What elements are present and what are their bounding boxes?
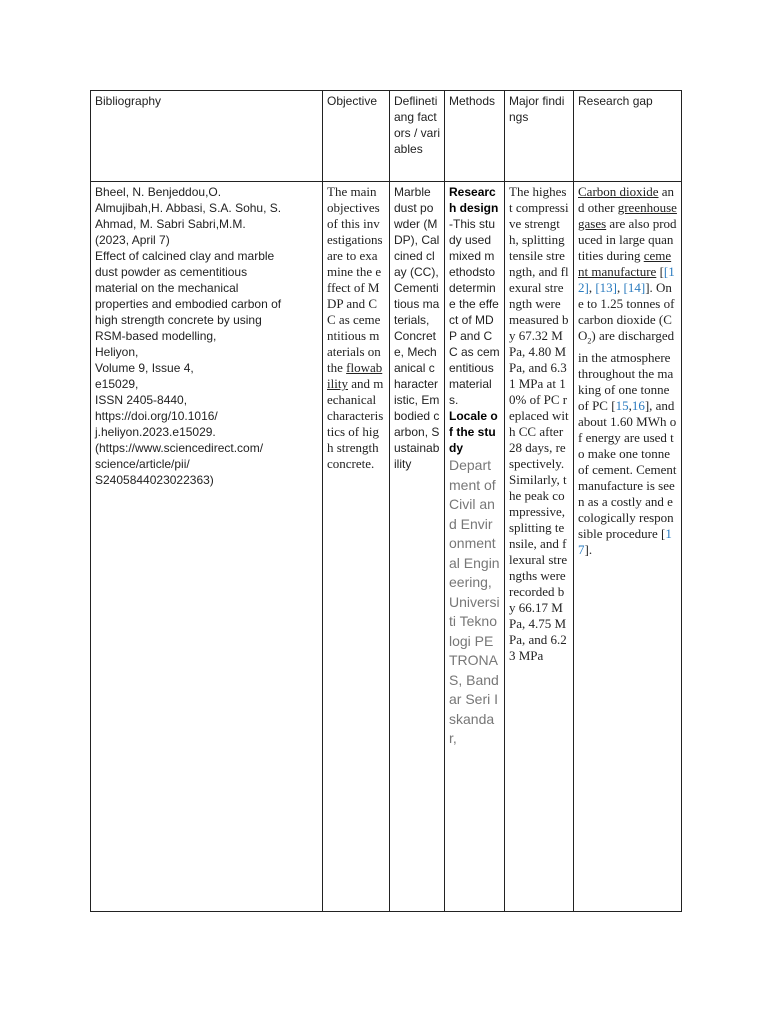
- bibliography-line: dust powder as cementitious: [95, 265, 248, 279]
- findings-cell: [505, 182, 574, 912]
- research-gap-cell: [574, 182, 682, 912]
- gap-text: ]. One to 1.25 tonnes of carbon dioxide (CO: [578, 280, 675, 343]
- citation-link[interactable]: 17: [578, 525, 672, 557]
- gap-text: are also produced in large quantities during: [578, 216, 677, 263]
- citation-link[interactable]: 16: [631, 397, 645, 413]
- header-research-gap: Research gap: [574, 91, 682, 182]
- bibliography-line: Bheel, N. Benjeddou,O.: [95, 185, 222, 199]
- citation-link[interactable]: [13]: [595, 280, 618, 295]
- bibliography-line: Volume 9, Issue 4,: [95, 361, 194, 375]
- bibliography-line: Heliyon,: [95, 345, 139, 359]
- literature-review-table: [90, 90, 682, 912]
- header-factors: Deflinetiang factors / variables: [390, 91, 445, 182]
- gap-link-greenhouse-gases[interactable]: greenhouse gases: [578, 200, 677, 231]
- citation-link[interactable]: 15: [615, 397, 629, 413]
- document-page: [90, 90, 682, 912]
- bibliography-line: high strength concrete by using: [95, 313, 262, 327]
- objective-text: The main objectives of this investigations are to examine the effect of MDP and CC as cementitious materials on the: [327, 184, 383, 375]
- gap-text: [: [656, 264, 664, 279]
- table-header-row: [91, 91, 682, 182]
- gap-text: ,: [588, 280, 596, 295]
- locale-label: Locale of the study: [449, 409, 498, 455]
- header-objective: Objective: [323, 91, 390, 182]
- objective-underlined-term: flowability: [327, 360, 383, 391]
- bibliography-line: (2023, April 7): [95, 233, 170, 247]
- locale-text: Department of Civil and Environmental Engineering, Universiti Teknologi PETRONAS, Bandar Seri Iskandar,: [449, 457, 500, 746]
- bibliography-line: properties and embodied carbon of: [95, 297, 282, 311]
- table-row: [91, 182, 682, 912]
- citation-link[interactable]: [12]: [578, 264, 675, 295]
- bibliography-line: Effect of calcined clay and marble: [95, 249, 275, 263]
- gap-text: ,: [628, 397, 632, 413]
- gap-text: ], and about 1.60 MWh of energy are used to make one tonne of cement. Cement manufacture is seen as a costly and ecologically responsible procedure [: [578, 397, 677, 541]
- bibliography-line: e15029,: [95, 377, 139, 391]
- gap-link-cement-manufacture[interactable]: cement manufacture: [578, 248, 672, 279]
- sciencedirect-link[interactable]: S2405844023022363): [95, 473, 214, 487]
- research-design-text: -This study used mixed methodsto determine the effect of MDP and CC as cementitious materials.: [449, 217, 500, 407]
- gap-text: ,: [617, 280, 624, 295]
- sciencedirect-link[interactable]: science/article/pii/: [95, 457, 190, 471]
- gap-text: ) are discharged in the atmosphere throughout the making of one tonne of PC [: [578, 328, 675, 413]
- bibliography-line: material on the mechanical: [95, 281, 239, 295]
- bibliography-cell: [91, 182, 323, 912]
- gap-link-carbon-dioxide[interactable]: Carbon dioxide: [578, 184, 659, 199]
- findings-text: The highest compressive strength, splitting tensile strength, and flexural strength were measured by 67.32 MPa, 4.80 MPa, and 6.31 MPa at 10% of PC replaced with CC after 28 days, respectively. Similarly, the peak compressive, splitting tensile, and flexural strengths were recorded by 66.17 MPa, 4.75 MPa, and 6.23 MPa: [509, 184, 569, 663]
- sciencedirect-link[interactable]: (https://www.sciencedirect.com/: [95, 441, 264, 455]
- subscript-two: 2: [587, 336, 592, 346]
- doi-link[interactable]: https://doi.org/10.1016/: [95, 409, 218, 423]
- research-design-label: Research design: [449, 185, 499, 215]
- doi-link[interactable]: j.heliyon.2023.e15029.: [95, 425, 216, 439]
- bibliography-line: RSM-based modelling,: [95, 329, 217, 343]
- gap-text: and other: [578, 184, 675, 215]
- factors-cell: [390, 182, 445, 912]
- header-findings: Major findings: [505, 91, 574, 182]
- bibliography-line: Ahmad, M. Sabri Sabri,M.M.: [95, 217, 246, 231]
- gap-text: ].: [584, 541, 593, 557]
- citation-link[interactable]: [14]: [623, 280, 646, 295]
- methods-cell: [445, 182, 505, 912]
- objective-text-end: and mechanical characteristics of high strength concrete.: [327, 376, 384, 471]
- bibliography-line: ISSN 2405-8440,: [95, 393, 188, 407]
- header-methods: Methods: [445, 91, 505, 182]
- objective-cell: [323, 182, 390, 912]
- header-bibliography: Bibliography: [91, 91, 323, 182]
- bibliography-line: Almujibah,H. Abbasi, S.A. Sohu, S.: [95, 201, 282, 215]
- factors-text: Marble dust powder (MDP), Calcined clay (CC), Cementitious materials, Concrete, Mechanical characteristic, Embodied carbon, Sustainability: [394, 185, 440, 471]
